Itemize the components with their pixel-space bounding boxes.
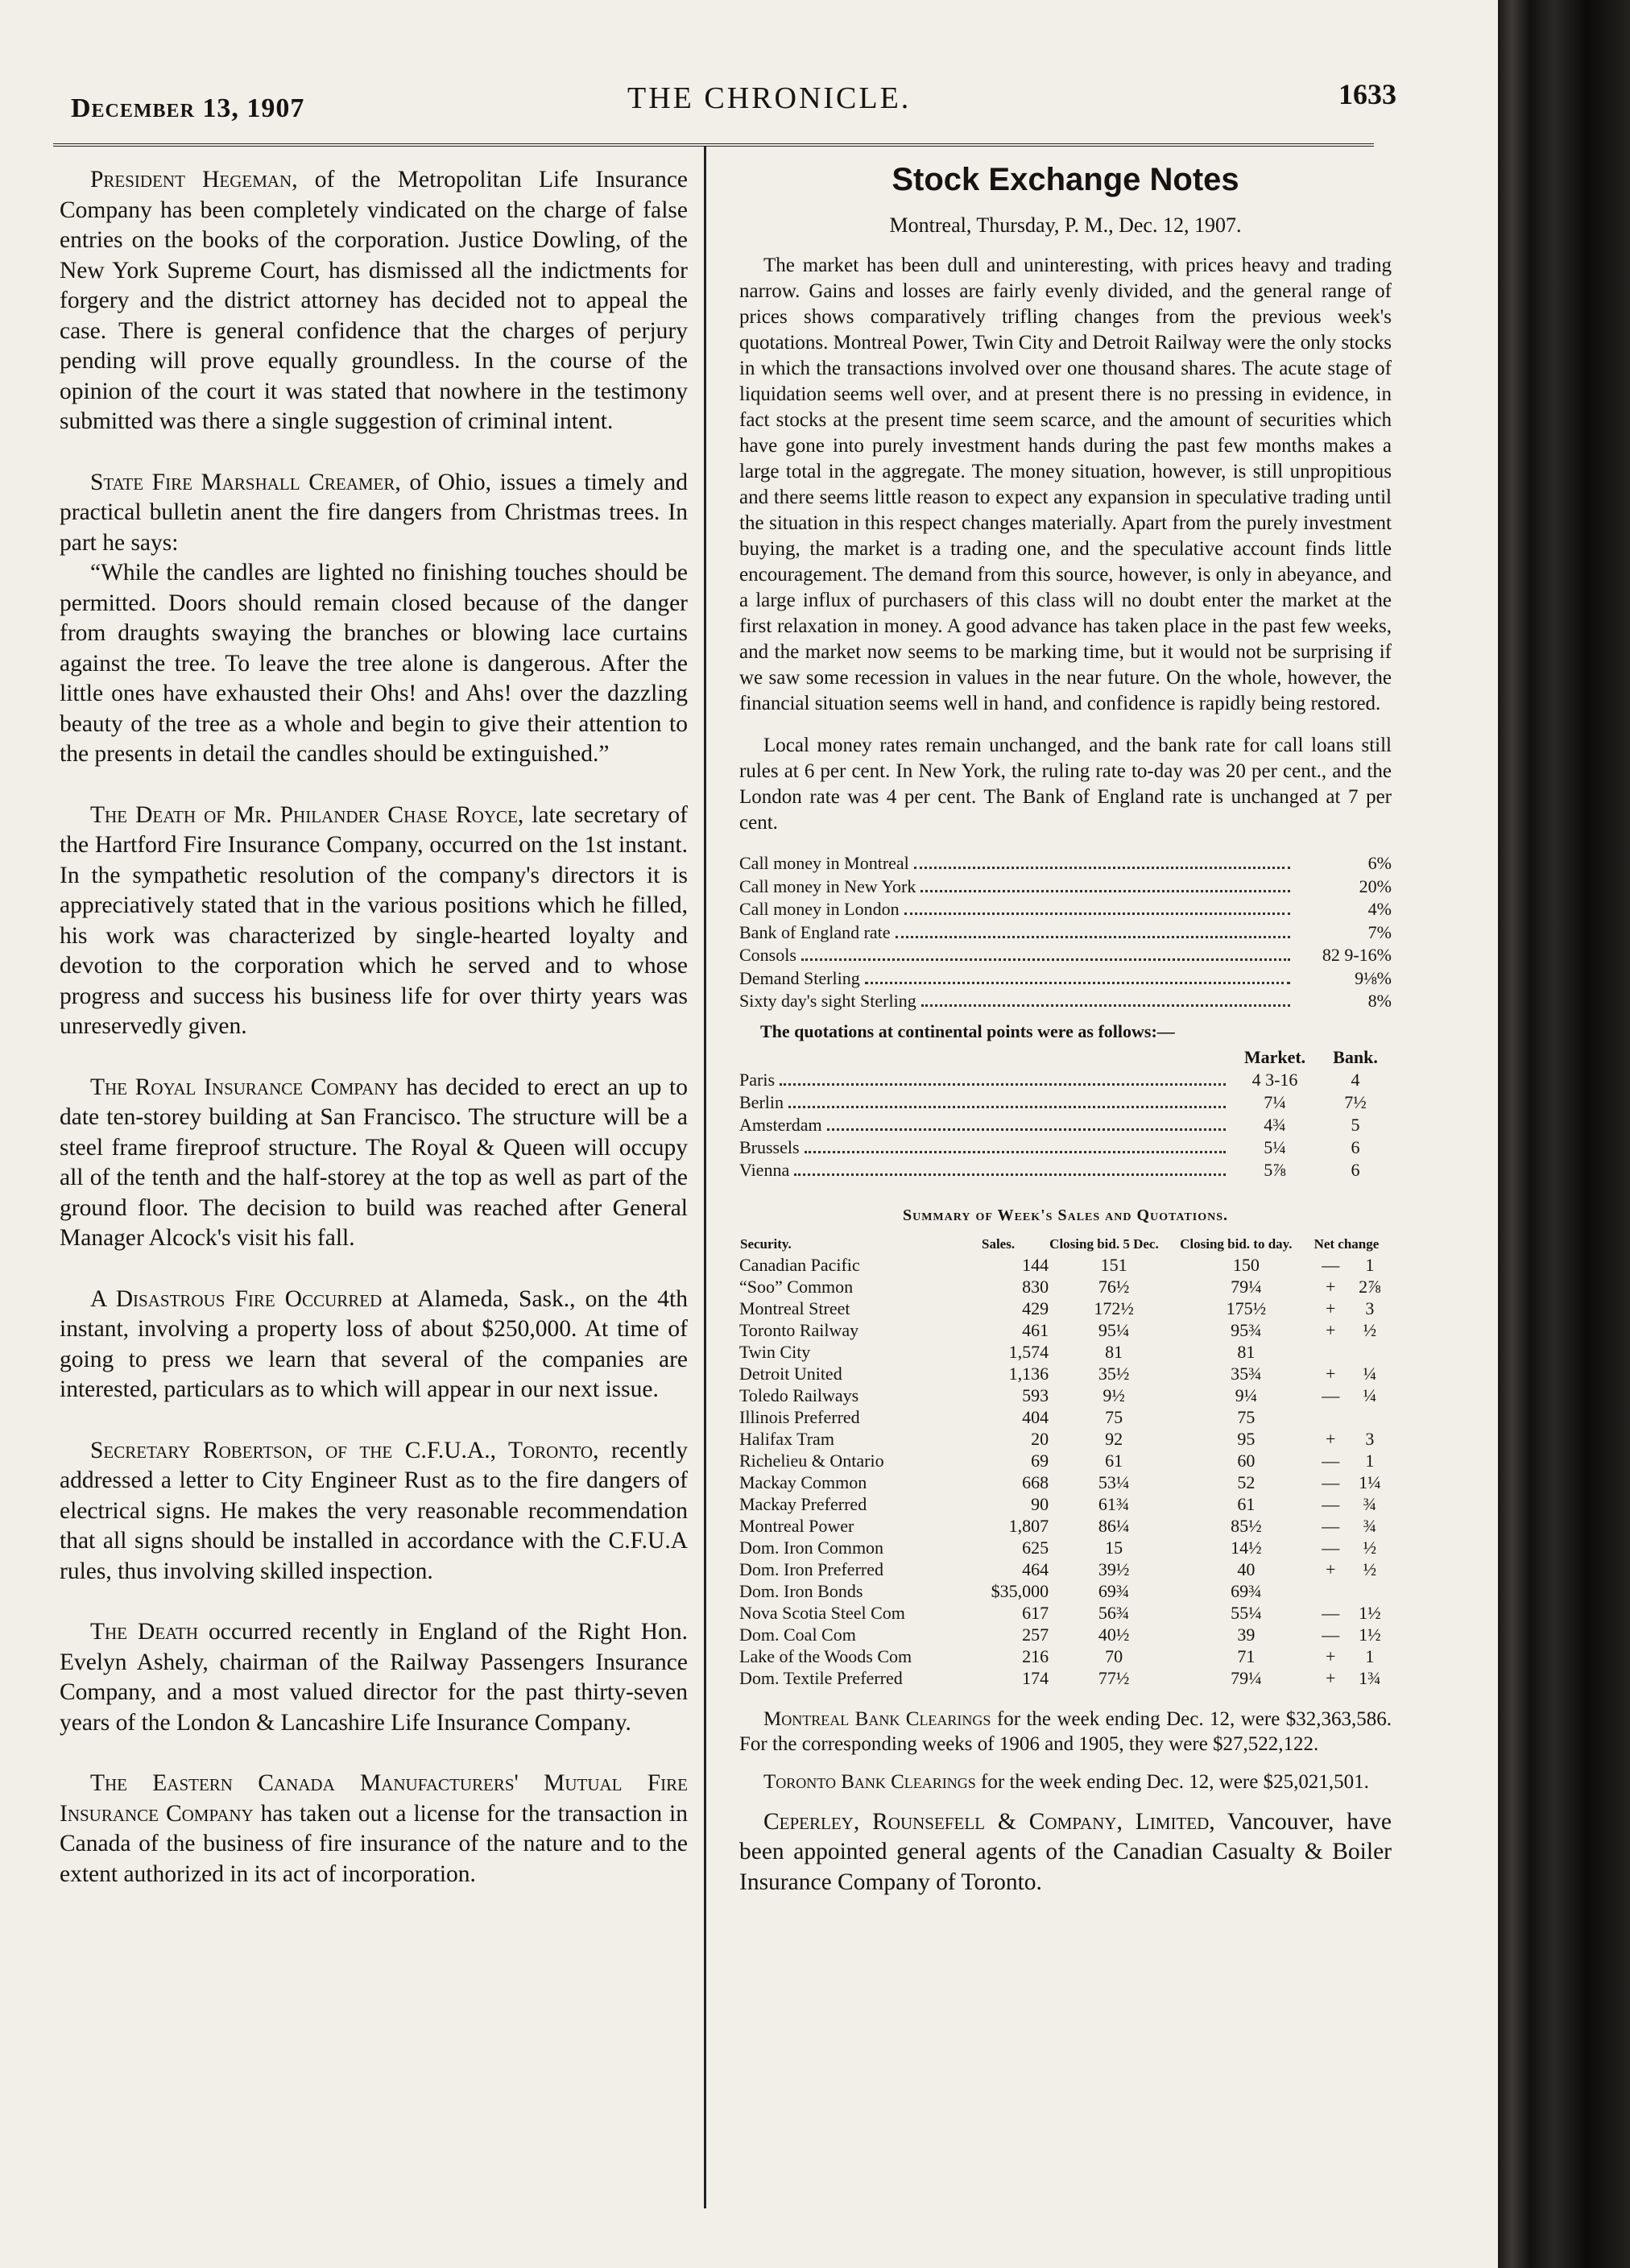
notice-lead: Ceperley, Rounsefell & Company, Limited,	[763, 1808, 1215, 1835]
dot-leader	[805, 1151, 1226, 1153]
security-name: Mackay Common	[739, 1471, 867, 1492]
article-text: of Ohio, issues a timely and practical bulletin anent the fire dangers from Christmas trees. In part he says:	[60, 469, 689, 556]
quote-city: Berlin	[739, 1092, 784, 1112]
change-sign-cell	[1314, 1341, 1348, 1363]
quote-market: 4 3-16	[1251, 1070, 1298, 1090]
closing-prev-cell: 39½	[1098, 1558, 1130, 1579]
table-header-row	[739, 1236, 1392, 1254]
rate-row	[739, 875, 1392, 899]
article-royal-insurance	[60, 1073, 688, 1254]
quote-bank: 7½	[1344, 1092, 1367, 1112]
closing-today-cell: 71	[1237, 1645, 1256, 1666]
quotes-header	[739, 1046, 1392, 1069]
col-security: Security.	[740, 1235, 792, 1252]
change-sign-cell: +	[1325, 1667, 1336, 1688]
rate-label: Sixty day's sight Sterling	[739, 991, 916, 1011]
closing-today-cell: 55¼	[1231, 1602, 1262, 1623]
security-name: Toronto Railway	[739, 1319, 859, 1340]
article-robertson	[60, 1436, 688, 1587]
net-change-cell: 1	[1365, 1254, 1375, 1275]
money-rates-list	[739, 852, 1392, 1013]
closing-today-cell: 60	[1237, 1450, 1256, 1471]
table-row	[739, 1341, 1392, 1363]
rate-value: 8%	[1367, 991, 1392, 1011]
table-row	[739, 1558, 1392, 1580]
sales-cell: 1,136	[1008, 1363, 1049, 1384]
rate-value: 4%	[1367, 899, 1392, 919]
quote-row	[739, 1091, 1392, 1114]
change-sign-cell: —	[1322, 1602, 1340, 1623]
closing-prev-cell: 61¾	[1098, 1493, 1130, 1514]
change-sign-cell: —	[1322, 1254, 1340, 1275]
clearings	[739, 1707, 1392, 1794]
col-net-change: Net change	[1314, 1235, 1380, 1252]
dateline: Montreal, Thursday, P. M., Dec. 12, 1907.	[889, 213, 1242, 237]
column-divider	[704, 147, 706, 2208]
sales-quotations-table	[739, 1236, 1392, 1689]
article-hegeman	[60, 165, 688, 437]
quote-row	[739, 1159, 1392, 1182]
article-ashely	[60, 1617, 688, 1738]
quotes-bank-header: Bank.	[1333, 1047, 1378, 1067]
net-change-cell: ¾	[1363, 1493, 1377, 1514]
article-text: at Alameda, Sask., on the 4th instant, involving a property loss of about $250,000. At time of going to press we learn that several of the companies are interested, particulars as to which will appear in our next issue.	[60, 1285, 688, 1402]
col-closing-prev: Closing bid. 5 Dec.	[1049, 1235, 1159, 1252]
quote-row	[739, 1114, 1392, 1136]
net-change-cell: 3	[1365, 1428, 1375, 1449]
continental-quotes	[739, 1046, 1392, 1182]
quote-city: Vienna	[739, 1160, 790, 1180]
security-name: Dom. Iron Bonds	[739, 1580, 863, 1601]
net-change-cell: 2⅞	[1359, 1276, 1381, 1297]
market-commentary	[739, 253, 1392, 836]
article-alameda-fire	[60, 1285, 688, 1405]
article-creamer	[60, 468, 688, 559]
net-change-cell	[1348, 1580, 1392, 1602]
closing-prev-cell: 61	[1105, 1450, 1123, 1471]
closing-today-cell: 69¾	[1231, 1580, 1262, 1601]
table-row	[739, 1406, 1392, 1428]
net-change-cell: ¼	[1363, 1363, 1377, 1384]
closing-today-cell: 52	[1237, 1471, 1256, 1492]
dot-leader	[794, 1173, 1226, 1176]
closing-prev-cell: 77½	[1098, 1667, 1130, 1688]
rate-label: Demand Sterling	[739, 967, 860, 988]
security-name: Illinois Preferred	[739, 1406, 860, 1427]
net-change-cell	[1348, 1341, 1392, 1363]
clearings-text: for the week ending Dec. 12, were $32,363,586. For the corresponding weeks of 1906 and 1905, they were $27,522,122.	[739, 1707, 1392, 1755]
closing-prev-cell: 56¾	[1098, 1602, 1130, 1623]
closing-prev-cell: 15	[1105, 1537, 1123, 1558]
rate-value: 6%	[1367, 853, 1392, 873]
rate-row	[739, 944, 1392, 967]
header-date: December 13, 1907	[71, 93, 305, 123]
table-row	[739, 1624, 1392, 1645]
change-sign-cell: +	[1325, 1363, 1336, 1384]
change-sign-cell: +	[1325, 1319, 1336, 1340]
section-title: Stock Exchange Notes	[892, 162, 1239, 197]
quote-market: 7¼	[1264, 1092, 1286, 1112]
quote-market: 4¾	[1264, 1115, 1286, 1135]
net-change-cell: ½	[1363, 1319, 1377, 1340]
left-column	[60, 165, 688, 1920]
security-name: Mackay Preferred	[739, 1493, 867, 1514]
rate-value: 82 9-16%	[1322, 945, 1392, 965]
closing-today-cell: 35¾	[1231, 1363, 1262, 1384]
change-sign-cell: +	[1325, 1276, 1336, 1297]
security-name: “Soo” Common	[739, 1276, 854, 1297]
dot-leader	[920, 890, 1290, 892]
sales-cell: 617	[1022, 1602, 1049, 1623]
closing-today-cell: 81	[1237, 1341, 1256, 1362]
quote-row	[739, 1069, 1392, 1091]
table-row	[739, 1384, 1392, 1406]
book-spine-edge	[1498, 0, 1630, 2268]
quotes-intro: The quotations at continental points were as follows:—	[760, 1020, 1175, 1041]
table-row	[739, 1580, 1392, 1602]
closing-prev-cell: 75	[1105, 1406, 1123, 1427]
security-name: Twin City	[739, 1341, 811, 1362]
dot-leader	[801, 958, 1290, 961]
net-change-cell: 3	[1365, 1297, 1375, 1318]
sales-cell: 404	[1022, 1406, 1049, 1427]
closing-prev-cell: 40½	[1098, 1624, 1130, 1645]
closing-prev-cell: 86¼	[1098, 1515, 1130, 1536]
closing-prev-cell: 53¼	[1098, 1471, 1130, 1492]
article-royce	[60, 801, 688, 1042]
security-name: Dom. Iron Common	[739, 1537, 884, 1558]
sales-cell: 429	[1022, 1297, 1049, 1318]
sales-cell: 464	[1022, 1558, 1049, 1579]
article-lead: A Disastrous Fire Occurred	[90, 1285, 383, 1312]
sales-cell: 668	[1022, 1471, 1049, 1492]
sales-cell: 1,807	[1008, 1515, 1049, 1536]
table-row	[739, 1667, 1392, 1689]
security-name: Dom. Coal Com	[739, 1624, 856, 1645]
closing-prev-cell: 151	[1100, 1254, 1127, 1275]
rate-row	[739, 921, 1392, 945]
closing-prev-cell: 9½	[1103, 1384, 1125, 1405]
article-text: of the Metropolitan Life Insurance Company has been completely vindicated on the charge of false entries on the books of the corporation. Justice Dowling, of the New York Supreme Court, has dismissed all the indictments for forgery and the district attorney has decided not to appeal the case. There is general confidence that the charges of perjury pending will prove equally groundless. In the course of the opinion of the court it was stated that nowhere in the testimony submitted was there a single suggestion of criminal intent.	[60, 167, 689, 434]
sales-cell: 90	[1031, 1493, 1049, 1514]
quote-city: Brussels	[739, 1137, 800, 1157]
quote-row	[739, 1136, 1392, 1159]
quote-bank: 4	[1351, 1070, 1360, 1090]
security-name: Dom. Iron Preferred	[739, 1558, 883, 1579]
dot-leader	[896, 936, 1290, 938]
quote-bank: 6	[1351, 1160, 1360, 1180]
summary-title: Summary of Week's Sales and Quotations.	[902, 1206, 1228, 1224]
col-sales: Sales.	[982, 1235, 1016, 1252]
table-row	[739, 1537, 1392, 1558]
dot-leader	[921, 1004, 1290, 1007]
rate-row	[739, 852, 1392, 875]
article-lead: President Hegeman,	[90, 167, 298, 192]
closing-today-cell: 79¼	[1231, 1667, 1262, 1688]
change-sign-cell: —	[1322, 1624, 1340, 1645]
rate-row	[739, 898, 1392, 921]
article-text: recently addressed a letter to City Engineer Rust as to the fire dangers of electrical signs. He makes the very reasonable recommendation that all signs should be installed in accordance with the C.F.U.A rules, thus involving skilled inspection.	[60, 1437, 688, 1584]
closing-today-cell: 9¼	[1235, 1384, 1258, 1405]
sales-cell: 174	[1022, 1667, 1049, 1688]
net-change-cell: 1	[1365, 1645, 1375, 1666]
change-sign-cell: +	[1325, 1558, 1336, 1579]
security-name: Detroit United	[739, 1363, 842, 1384]
article-eastern-canada	[60, 1769, 688, 1889]
quote-market: 5¼	[1264, 1137, 1286, 1157]
clearings-lead: Montreal Bank Clearings	[763, 1707, 991, 1730]
table-row	[739, 1363, 1392, 1384]
rate-label: Call money in London	[739, 899, 900, 919]
change-sign-cell: +	[1325, 1297, 1336, 1318]
table-row	[739, 1319, 1392, 1341]
sales-cell: 216	[1022, 1645, 1049, 1666]
article-lead: The Death of Mr. Philander Chase Royce,	[90, 801, 524, 828]
publication-title: THE CHRONICLE.	[627, 81, 912, 115]
closing-prev-cell: 95¼	[1098, 1319, 1130, 1340]
rate-row	[739, 990, 1392, 1013]
net-change-cell: 1½	[1359, 1602, 1381, 1623]
toronto-clearings	[739, 1769, 1392, 1794]
table-row	[739, 1276, 1392, 1297]
quote-bank: 5	[1351, 1115, 1360, 1135]
table-row	[739, 1493, 1392, 1515]
article-text: has taken out a license for the transaction in Canada of the business of fire insurance of the nature and to the extent authorized in its act of incorporation.	[60, 1800, 688, 1887]
net-change-cell: 1½	[1359, 1624, 1381, 1645]
net-change-cell: ½	[1363, 1558, 1377, 1579]
quote-city: Paris	[739, 1070, 775, 1090]
clearings-lead: Toronto Bank Clearings	[763, 1770, 976, 1793]
sales-cell: $35,000	[991, 1580, 1049, 1601]
table-row	[739, 1645, 1392, 1667]
closing-today-cell: 40	[1237, 1558, 1256, 1579]
security-name: Montreal Power	[739, 1515, 854, 1536]
rate-label: Bank of England rate	[739, 921, 891, 942]
net-change-cell: ¼	[1363, 1384, 1377, 1405]
closing-prev-cell: 35½	[1098, 1363, 1130, 1384]
article-creamer-quote: “While the candles are lighted no finishing touches should be permitted. Doors should remain closed because of the danger from draughts swaying the branches or blowing lace curtains against the tree. To leave the tree alone is dangerous. After the little ones have exhausted their Ohs! and Ahs! over the dazzling beauty of the tree as a whole and begin to give their attention to the presents in detail the candles should be extinguished.”	[60, 560, 688, 767]
sales-cell: 625	[1022, 1537, 1049, 1558]
dot-leader	[788, 1106, 1226, 1108]
table-row	[739, 1297, 1392, 1319]
security-name: Montreal Street	[739, 1297, 850, 1318]
article-text: late secretary of the Hartford Fire Insurance Company, occurred on the 1st instant. In the sympathetic resolution of the company's directors it is appreciatively stated that in the various positions which he filled, his work was characterized by single-hearted loyalty and devotion to the corporation which he served and to whose progress and success his business life for over thirty years was unreservedly given.	[60, 801, 689, 1039]
closing-prev-cell: 81	[1105, 1341, 1123, 1362]
dot-leader	[904, 913, 1290, 915]
net-change-cell: ½	[1363, 1537, 1377, 1558]
table-row	[739, 1602, 1392, 1624]
security-name: Canadian Pacific	[739, 1254, 860, 1275]
change-sign-cell: —	[1322, 1450, 1340, 1471]
net-change-cell: 1	[1365, 1450, 1375, 1471]
rate-row	[739, 967, 1392, 991]
ceperley-paragraph	[739, 1807, 1392, 1898]
sales-cell: 257	[1022, 1624, 1049, 1645]
dot-leader	[780, 1083, 1226, 1086]
closing-today-cell: 150	[1232, 1254, 1260, 1275]
article-lead: State Fire Marshall Creamer,	[90, 469, 401, 495]
change-sign-cell: —	[1322, 1537, 1340, 1558]
security-name: Dom. Textile Preferred	[739, 1667, 903, 1688]
montreal-clearings	[739, 1707, 1392, 1757]
rate-label: Consols	[739, 945, 796, 965]
closing-today-cell: 175½	[1226, 1297, 1267, 1318]
sales-cell: 144	[1022, 1254, 1049, 1275]
closing-prev-cell: 69¾	[1098, 1580, 1130, 1601]
article-text: has decided to erect an up to date ten-storey building at San Francisco. The structure will be a steel frame fireproof structure. The Royal & Queen will occupy all of the tenth and the half-storey at the top as well as part of the ground floor. The decision to build was reached after General Manager Alcock's visit his fall.	[60, 1074, 688, 1251]
article-lead: The Eastern Canada Manufacturers' Mutual Fire Insurance Company	[60, 1770, 688, 1827]
article-text: occurred recently in England of the Right Hon. Evelyn Ashely, chairman of the Railway Passengers Insurance Company, and a most valued director for the past thirty-seven years of the London & Lancashire Life Insurance Company.	[60, 1619, 688, 1736]
table-row	[739, 1471, 1392, 1493]
change-sign-cell: —	[1322, 1493, 1340, 1514]
table-row	[739, 1254, 1392, 1276]
rate-value: 7%	[1367, 921, 1392, 942]
article-lead: Secretary Robertson, of the C.F.U.A., Toronto,	[90, 1437, 599, 1463]
closing-prev-cell: 92	[1105, 1428, 1123, 1449]
quote-market: 5⅞	[1264, 1160, 1286, 1180]
money-rates-paragraph: Local money rates remain unchanged, and the bank rate for call loans still rules at 6 per cent. In New York, the ruling rate to-day was 20 per cent., and the London rate was 4 per cent. The Bank of England rate is unchanged at 7 per cent.	[739, 735, 1392, 834]
closing-prev-cell: 172½	[1094, 1297, 1134, 1318]
change-sign-cell: —	[1322, 1515, 1340, 1536]
right-column	[739, 162, 1392, 1898]
notice-text: Vancouver, have been appointed general agents of the Canadian Casualty & Boiler Insurance Company of Toronto.	[739, 1808, 1392, 1895]
sales-cell: 20	[1031, 1428, 1049, 1449]
dot-leader	[914, 867, 1290, 869]
closing-today-cell: 95	[1237, 1428, 1256, 1449]
sales-cell: 830	[1022, 1276, 1049, 1297]
sales-cell: 461	[1022, 1319, 1049, 1340]
quote-city: Amsterdam	[739, 1115, 822, 1135]
article-lead: The Royal Insurance Company	[90, 1074, 399, 1100]
closing-prev-cell: 70	[1105, 1645, 1123, 1666]
closing-prev-cell: 76½	[1098, 1276, 1130, 1297]
table-row	[739, 1515, 1392, 1537]
closing-today-cell: 79¼	[1231, 1276, 1262, 1297]
net-change-cell: 1¼	[1359, 1471, 1381, 1492]
change-sign-cell	[1314, 1406, 1348, 1428]
col-closing-today: Closing bid. to day.	[1180, 1235, 1293, 1252]
closing-today-cell: 39	[1237, 1624, 1256, 1645]
net-change-cell	[1348, 1406, 1392, 1428]
page-number: 1633	[1338, 78, 1396, 110]
dot-leader	[865, 982, 1290, 984]
net-change-cell: ¾	[1363, 1515, 1377, 1536]
clearings-text: for the week ending Dec. 12, were $25,021,501.	[975, 1770, 1369, 1793]
closing-today-cell: 14½	[1231, 1537, 1262, 1558]
rate-value: 9⅛%	[1355, 967, 1392, 988]
security-name: Nova Scotia Steel Com	[739, 1602, 905, 1623]
security-name: Toledo Railways	[739, 1384, 859, 1405]
closing-today-cell: 95¾	[1231, 1319, 1262, 1340]
table-row	[739, 1450, 1392, 1471]
header-rule	[53, 143, 1374, 147]
closing-today-cell: 61	[1237, 1493, 1256, 1514]
ceperley-notice	[739, 1807, 1392, 1898]
security-name: Lake of the Woods Com	[739, 1645, 912, 1666]
rate-label: Call money in Montreal	[739, 853, 909, 873]
rate-label: Call money in New York	[739, 875, 916, 896]
article-lead: The Death	[90, 1619, 198, 1645]
quote-bank: 6	[1351, 1137, 1360, 1157]
change-sign-cell: —	[1322, 1471, 1340, 1492]
dot-leader	[827, 1128, 1226, 1131]
closing-today-cell: 75	[1237, 1406, 1256, 1427]
change-sign-cell: +	[1325, 1645, 1336, 1666]
sales-cell: 69	[1031, 1450, 1049, 1471]
change-sign-cell	[1314, 1580, 1348, 1602]
change-sign-cell: +	[1325, 1428, 1336, 1449]
net-change-cell: 1¾	[1359, 1667, 1381, 1688]
security-name: Richelieu & Ontario	[739, 1450, 884, 1471]
page-header	[52, 77, 1396, 126]
quotes-market-header: Market.	[1243, 1047, 1306, 1067]
market-paragraph: The market has been dull and uninteresting, with prices heavy and trading narrow. Gains and losses are fairly evenly divided, and the general range of prices shows comparatively trifling changes from the previous week's quotations. Montreal Power, Twin City and Detroit Railway were the only stocks in which the transactions involved over one thousand shares. The acute stage of liquidation seems well over, and at present there is no pressing in evidence, in fact stocks at the present time seem scarce, and the amount of securities which have gone into purely investment hands during the past few months makes a large total in the aggregate. The money situation, however, is still unpropitious and there seems little reason to expect any expansion in speculative trading until the situation in this respect changes materially. Apart from the purely investment buying, the market is a trading one, and the speculative account finds little encouragement. The demand from this source, however, is only in abeyance, and a large influx of purchasers of this class will no doubt enter the market at the first relaxation in money. A good advance has taken place in the past few weeks, and the market now seems to be marking time, but it would not be surprising if we saw some recession in values in the near future. On the whole, however, the financial situation seems well in hand, and confidence is rapidly being restored.	[739, 255, 1392, 714]
security-name: Halifax Tram	[739, 1428, 834, 1449]
change-sign-cell: —	[1322, 1384, 1340, 1405]
sales-cell: 593	[1022, 1384, 1049, 1405]
closing-today-cell: 85½	[1231, 1515, 1262, 1536]
rate-value: 20%	[1359, 875, 1392, 896]
sales-cell: 1,574	[1008, 1341, 1049, 1362]
table-row	[739, 1428, 1392, 1450]
